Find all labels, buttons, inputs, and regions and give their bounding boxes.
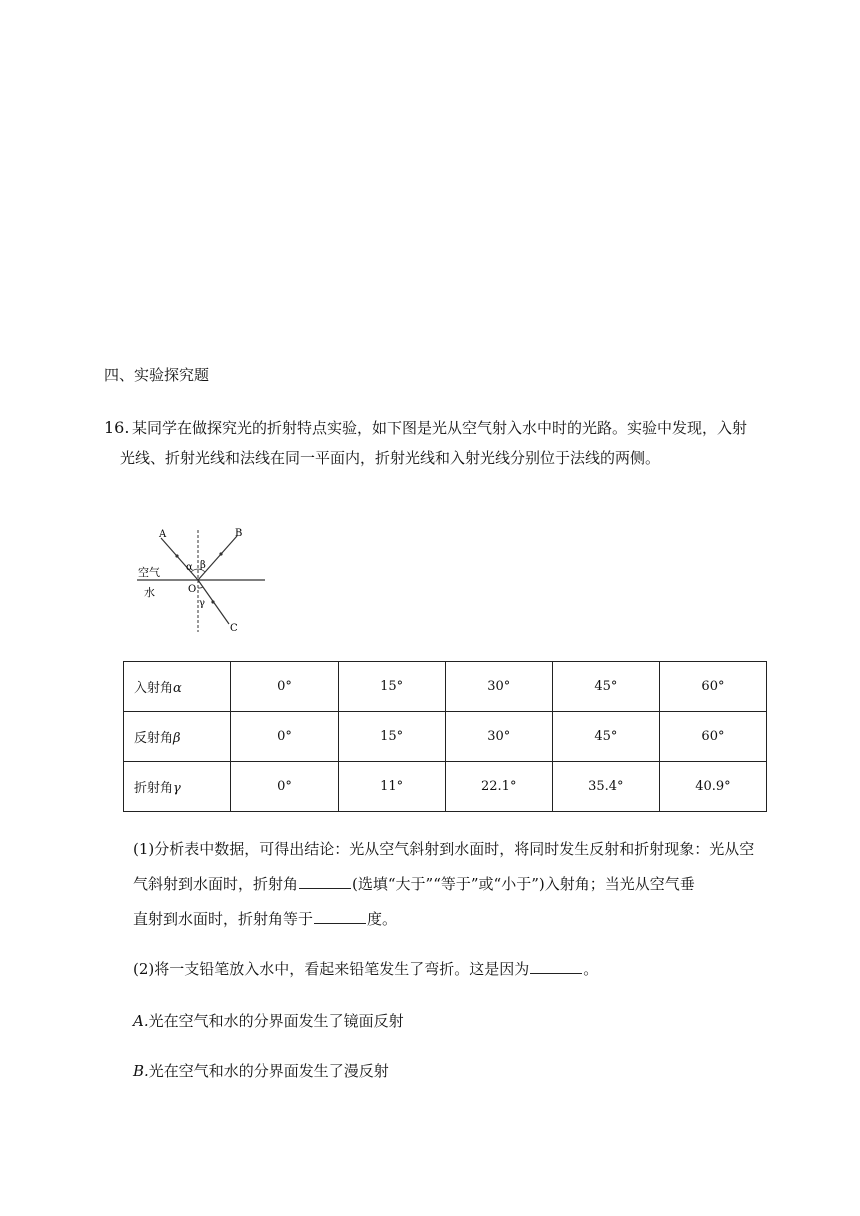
table-cell: 11° — [338, 762, 445, 812]
table-cell: 45° — [552, 712, 659, 762]
part-1-text: 度。 — [367, 910, 398, 928]
option-letter: B. — [133, 1062, 149, 1080]
option-text: 光在空气和水的分界面发生了镜面反射 — [148, 1012, 404, 1030]
part-2-text: (2)将一支铅笔放入水中，看起来铅笔发生了弯折。这是因为 — [133, 960, 530, 978]
refracted-arrow-mark — [211, 600, 214, 603]
answer-blank[interactable] — [314, 922, 366, 924]
row-symbol: γ — [173, 781, 181, 796]
label-gamma: γ — [199, 598, 205, 609]
label-C: C — [230, 623, 238, 634]
part-1-text: 气斜射到水面时，折射角 — [133, 875, 299, 893]
table-row — [124, 712, 767, 762]
answer-blank[interactable] — [530, 972, 582, 974]
table-row — [124, 762, 767, 812]
row-header — [124, 662, 231, 712]
label-B: B — [235, 528, 243, 539]
angle-data-table — [123, 661, 767, 812]
part-1-text: 直射到水面时，折射角等于 — [133, 910, 314, 928]
label-beta: β — [200, 560, 206, 571]
row-label: 折射角 — [134, 781, 174, 796]
table-cell: 35.4° — [552, 762, 659, 812]
row-label: 反射角 — [134, 731, 174, 746]
option-letter: A. — [133, 1012, 149, 1030]
reflected-ray — [198, 536, 237, 580]
row-header — [124, 712, 231, 762]
option-text: 光在空气和水的分界面发生了漫反射 — [148, 1062, 389, 1080]
option-a[interactable] — [133, 1010, 404, 1031]
table-cell: 60° — [659, 712, 766, 762]
refraction-diagram — [133, 526, 273, 638]
table-cell: 15° — [338, 712, 445, 762]
question-stem-line-1: 某同学在做探究光的折射特点实验，如下图是光从空气射入水中时的光路。实验中发现，入射 — [132, 419, 748, 437]
label-alpha: α — [186, 562, 193, 573]
option-b[interactable] — [133, 1060, 389, 1081]
part-1-line-2 — [133, 867, 769, 902]
label-O: O — [188, 584, 197, 595]
row-label: 入射角 — [134, 681, 174, 696]
part-2 — [133, 952, 769, 987]
refraction-angle-arc — [198, 587, 203, 588]
question-stem-line-2: 光线、折射光线和法线在同一平面内，折射光线和入射光线分别位于法线的两侧。 — [120, 449, 661, 467]
table-cell: 60° — [659, 662, 766, 712]
table-cell: 0° — [231, 712, 338, 762]
table-cell: 40.9° — [659, 762, 766, 812]
part-1-line-1: (1)分析表中数据，可得出结论：光从空气斜射到水面时，将同时发生反射和折射现象：光从空 — [133, 840, 755, 858]
table-row — [124, 662, 767, 712]
table-cell: 22.1° — [445, 762, 552, 812]
row-symbol: α — [173, 681, 182, 696]
part-1 — [133, 832, 769, 937]
label-water: 水 — [144, 586, 155, 599]
table-cell: 15° — [338, 662, 445, 712]
question-16 — [104, 413, 764, 473]
table-cell: 30° — [445, 662, 552, 712]
incident-arrow-mark — [175, 554, 178, 557]
question-number: 16. — [104, 418, 130, 437]
part-1-text: (选填“大于”“等于”或“小于”)入射角；当光从空气垂 — [352, 875, 695, 893]
incident-ray — [161, 538, 198, 580]
section-title: 四、实验探究题 — [104, 366, 210, 384]
table-cell: 30° — [445, 712, 552, 762]
label-A: A — [159, 529, 167, 540]
label-air: 空气 — [138, 566, 160, 579]
table-cell: 0° — [231, 762, 338, 812]
row-symbol: β — [173, 731, 181, 746]
part-1-line-3 — [133, 902, 769, 937]
table-cell: 45° — [552, 662, 659, 712]
row-header — [124, 762, 231, 812]
part-2-end: 。 — [583, 960, 599, 978]
table-cell: 0° — [231, 662, 338, 712]
reflected-arrow-mark — [219, 552, 222, 555]
answer-blank[interactable] — [299, 887, 351, 889]
